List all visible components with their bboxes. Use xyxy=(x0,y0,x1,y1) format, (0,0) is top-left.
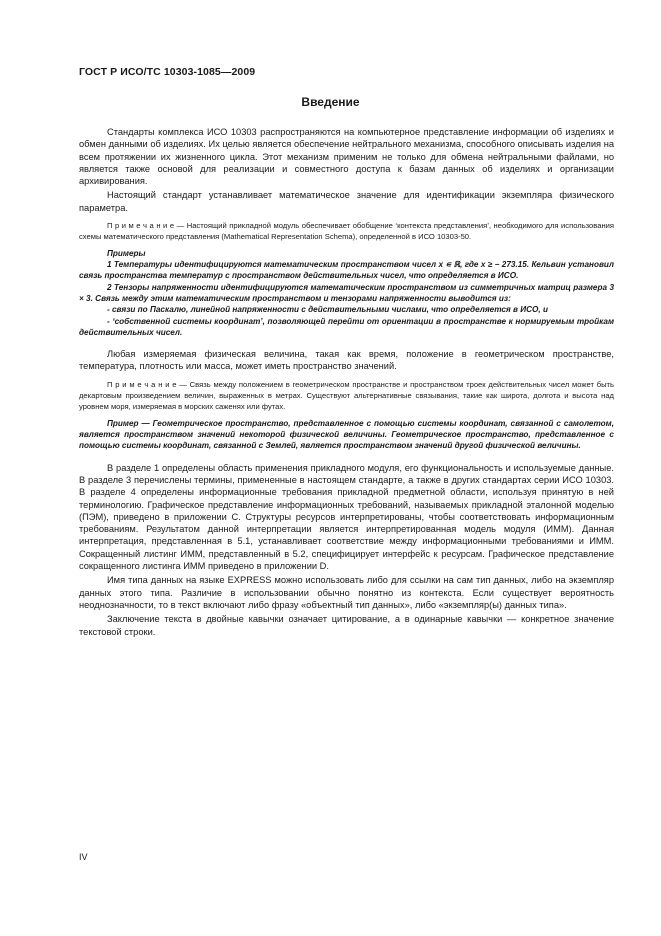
paragraph: Настоящий стандарт устанавливает математическое значение для идентификации экземпляра физического параметра. xyxy=(79,190,614,213)
section-title: Введение xyxy=(301,95,360,109)
paragraph: Стандарты комплекса ИСО 10303 распространяются на компьютерное представление информации об изделиях и обмен данными об изделиях. Их целью является обеспечение нейтрального механизма, способного описывать изделия на всем протяжении их жизненного цикла. Этот механизм применим не только для обмена нейтральными файлами, но является также основой для реализации и совместного доступа к базам данных об изделиях и организации архивирования. xyxy=(79,127,614,187)
paragraph: Заключение текста в двойные кавычки означает цитирование, а в одинарные кавычки — конкретное значение текстовой строки. xyxy=(79,614,614,637)
paragraph: Любая измеряемая физическая величина, такая как время, положение в геометрическом пространстве, температура, плотность или масса, может иметь пространство значений. xyxy=(79,349,614,372)
example-block xyxy=(79,418,614,452)
example-item: 1 Температуры идентифицируются математическим пространством чисел x ∊ ℝ, где x ≥ − 273.15. Кельвин установил связь пространства температур с пространством действительных чисел, что определяется в ИСО. xyxy=(79,260,614,281)
example-item: - связи по Паскалю, линейной напряженности с действительными числами, что определяется в ИСО, и xyxy=(107,305,548,315)
document-header-title: ГОСТ Р ИСО/ТС 10303-1085—2009 xyxy=(79,66,256,78)
note: П р и м е ч а н и е — Связь между положением в геометрическом пространстве и пространством троек действительных чисел может быть декартовым произведением величин, выраженных в метрах. Существуют альтернативные связывания, такие как широта, долгота и высота над уровнем моря, измеряемая в морских саженях или футах. xyxy=(79,379,614,411)
note: П р и м е ч а н и е — Настоящий прикладной модуль обеспечивает обобщение ‘контекста представления’, необходимого для использования схемы математического представления (Mathematical Representation Schema), определенной в ИСО 10303-50. xyxy=(79,221,614,242)
example-item: - ‘собственной системы координат’, позволяющей перейти от ориентации в пространстве к нормируемым тройкам действительных чисел. xyxy=(79,316,614,337)
example-item: 2 Тензоры напряженности идентифицируются математическим пространством из симметричных матриц размера 3 × 3. Связь между этим математическим пространством и тензорами напряженности выводится из: xyxy=(79,282,614,303)
document-body xyxy=(79,126,614,640)
paragraph: Имя типа данных на языке EXPRESS можно использовать либо для ссылки на сам тип данных, либо на экземпляр данных этого типа. Различие в использовании обычно понятно из контекста. Если существует вероятность неоднозначности, то в текст включают либо фразу «объектный тип данных», либо «экземпляр(ы) данных типа». xyxy=(79,575,614,610)
examples-title: Примеры xyxy=(107,249,146,259)
examples-block xyxy=(79,248,614,338)
page-number: IV xyxy=(79,852,88,862)
example-single: Пример — Геометрическое пространство, представленное с помощью системы координат, связанной с самолетом, является пространством значений некоторой физической величины. Геометрическое пространство, представленное с помощью системы координат, связанной с Землей, является пространством значений другой физической величины. xyxy=(79,418,614,451)
paragraph: В разделе 1 определены область применения прикладного модуля, его функциональность и используемые данные. В разделе 3 перечислены термины, примененные в настоящем стандарте, а также в других стандартах серии ИСО 10303. В разделе 4 определены информационные требования прикладной предметной области, используя принятую в ней терминологию. Графическое представление информационных требований, называемых прикладной эталонной моделью (ПЭМ), приведено в приложении С. Структуры ресурсов интерпретированы, чтобы соответствовать информационным требованиям. Результатом данной интерпретации является интерпретированная модель модуля (ИММ). Данная интерпретация, представленная в 5.1, устанавливает соответствие между информационными требованиями и ИММ. Сокращенный листинг ИММ, представленный в 5.2, специфицирует интерфейс к ресурсам. Графическое представление сокращенного листинга ИММ приведено в приложении D. xyxy=(79,462,614,572)
